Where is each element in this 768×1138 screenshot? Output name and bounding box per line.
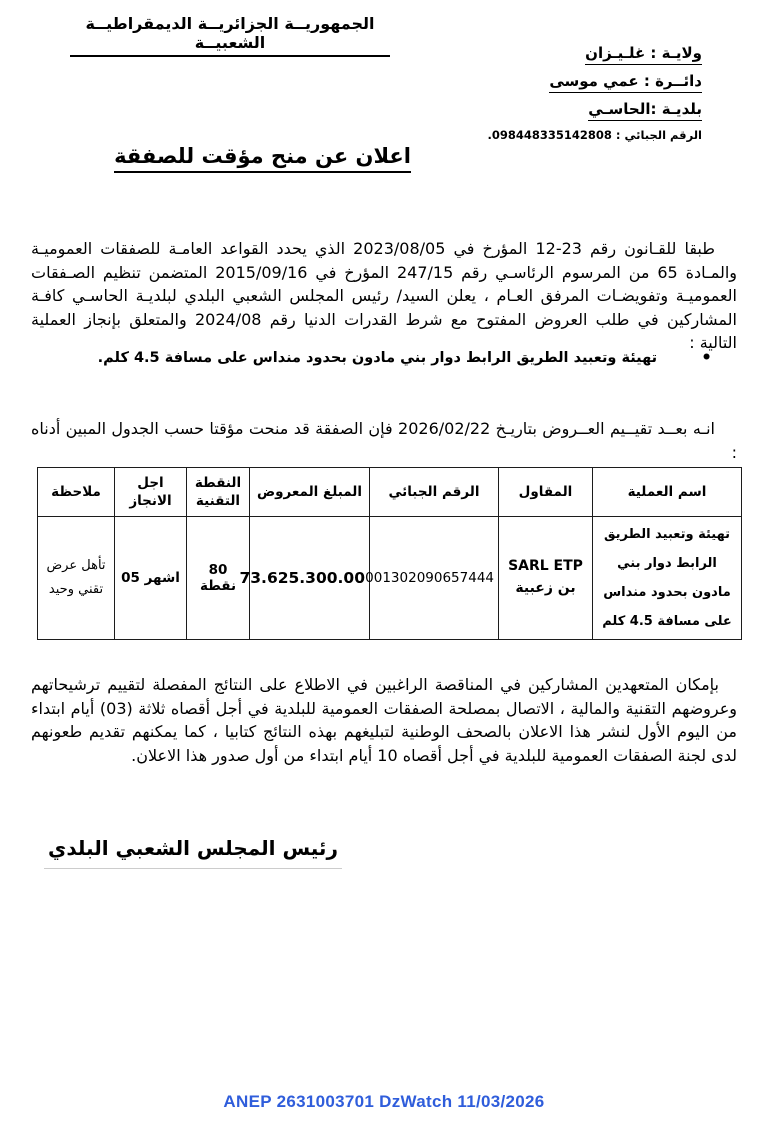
- cell-deadline: 05 اشهر: [115, 517, 187, 640]
- cell-note: تأهل عرض تقني وحيد: [38, 517, 115, 640]
- award-results-table: [37, 467, 742, 640]
- operation-bullet-text: تهيئة وتعبيد الطريق الرابط دوار بني مادون بحدود منداس على مسافة 4.5 كلم.: [97, 350, 658, 366]
- commune-line: بلديـة :الحاسـي: [488, 100, 703, 121]
- signature-title: رئيس المجلس الشعبي البلدي: [44, 836, 342, 869]
- contractor-company: SARL ETP: [508, 558, 583, 575]
- col-header-tax-number: الرقم الجبائي: [370, 468, 499, 517]
- tax-id-line: الرقم الجبائي : 098448335142808.: [487, 128, 702, 142]
- operation-bullet-item: [80, 348, 712, 370]
- col-header-amount: المبلغ المعروض: [250, 468, 370, 517]
- contractor-name: بن زعبية: [515, 580, 576, 596]
- col-header-technical-score: النقطة التقنية: [187, 468, 250, 517]
- republic-header-text: الجمهوريــة الجزائريــة الديمقراطيــة الشعبيــة: [70, 14, 390, 57]
- cell-amount: 73.625.300.00: [250, 517, 370, 640]
- page-title: [0, 144, 525, 173]
- bullet-icon: •: [701, 348, 712, 368]
- col-header-note: ملاحظة: [38, 468, 115, 517]
- wilaya-line: ولايـة : غلـيـزان: [488, 44, 703, 65]
- evaluation-paragraph: انـه بعــد تقيــيم العــروض بتاريـخ 2026/02/22 فإن الصفقة قد منحت مؤقتا حسب الجدول المبين أدناه :: [31, 419, 737, 462]
- republic-header: [70, 14, 390, 57]
- intro-paragraph: طبقا للقـانون رقم 23-12 المؤرخ في 2023/08/05 الذي يحدد القواعد العامـة للصفقات العموميـة والمـادة 65 من المرسوم الرئاسـي رقم 247/15 المؤرخ في 2015/09/16 المتضمن تنظيم الصـفقات العموميـة وتفويضـات المرفق العـام ، يعلن السيد/ رئيس المجلس الشعبي البلدي لبلديـة الحاسـي كافـة المشاركين في طلب العروض المفتوح مع شرط القدرات الدنيا رقم 2024/08 والمتعلق بإنجاز العملية التالية :: [31, 239, 737, 352]
- col-header-deadline: اجل الانجاز: [115, 468, 187, 517]
- daira-line: دائــرة : عمي موسى: [488, 72, 703, 93]
- col-header-contractor: المقاول: [499, 468, 593, 517]
- table-header-row: [38, 468, 742, 517]
- table-row: [38, 517, 742, 640]
- administrative-block: [488, 44, 703, 142]
- anep-footer: ANEP 2631003701 DzWatch 11/03/2026: [223, 1092, 545, 1111]
- cell-technical-score: 80 نقطة: [187, 517, 250, 640]
- cell-operation: تهيئة وتعبيد الطريق الرابط دوار بني مادون بحدود منداس على مسافة 4.5 كلم: [593, 517, 742, 640]
- cell-tax-number: 001302090657444: [370, 517, 499, 640]
- col-header-operation: اسم العملية: [593, 468, 742, 517]
- page-title-text: اعلان عن منح مؤقت للصفقة: [114, 144, 411, 173]
- cell-contractor: [499, 517, 593, 640]
- appeal-paragraph: بإمكان المتعهدين المشاركين في المناقصة الراغبين في الاطلاع على النتائج المفصلة لتقييم ترشيحاتهم وعروضهم التقنية والمالية ، الاتصال بمصلحة الصفقات العمومية للبلدية في أجل أقصاه ثلاثة (03) أيام ابتداء من اليوم الأول لنشر هذا الاعلان بالصحف الوطنية لتبليغهم بهذه النتائج كتابيا ، كما يمكنهم تقديم طعونهم لدى لجنة الصفقات العمومية للبلدية في أجل أقصاه 10 أيام ابتداء من أول صدور هذا الاعلان.: [31, 675, 738, 765]
